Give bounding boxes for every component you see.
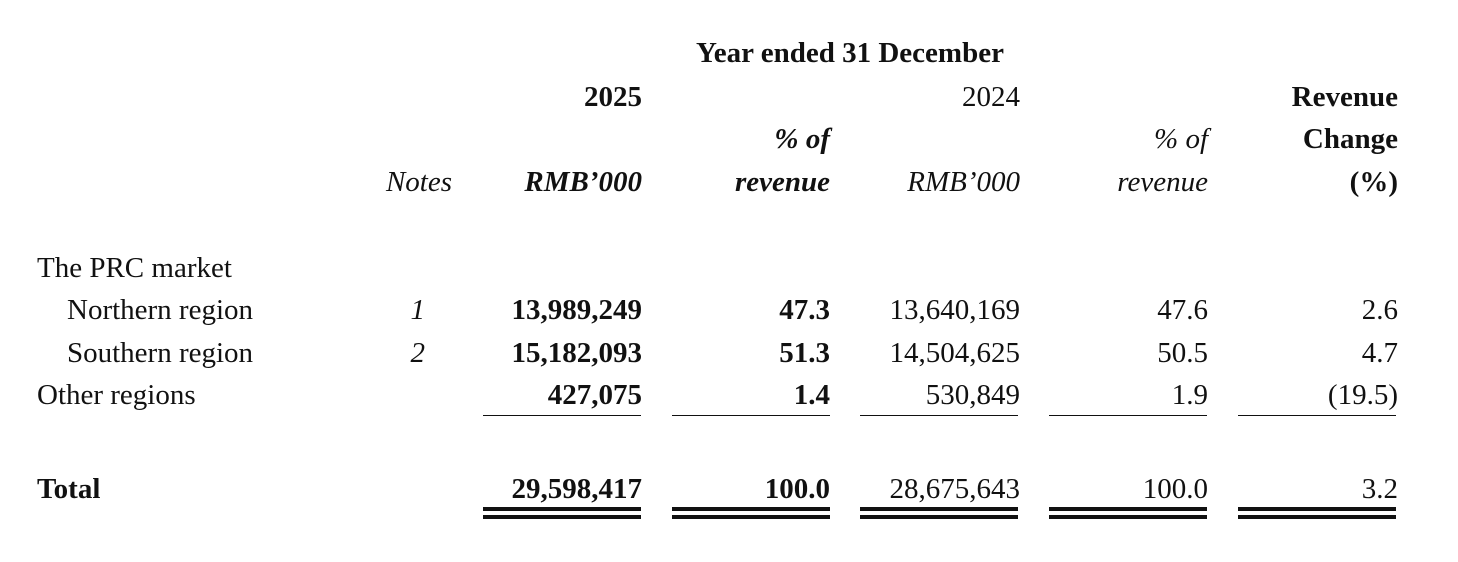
row-label: Other regions (37, 379, 196, 411)
row-pct-2025: 51.3 (779, 337, 830, 369)
year-2024-header: 2024 (962, 81, 1020, 113)
subtotal-rule (1049, 415, 1207, 416)
row-label: Northern region (67, 294, 254, 326)
row-amount-2024: 14,504,625 (889, 337, 1020, 369)
total-double-rule-top (860, 507, 1018, 511)
total-double-rule-bottom (1049, 515, 1207, 519)
change-header-line3: (%) (1349, 166, 1398, 198)
row-pct-2024: 1.9 (1171, 379, 1208, 411)
total-change: 3.2 (1361, 473, 1398, 505)
subtotal-rule (483, 415, 641, 416)
period-header: Year ended 31 December (696, 37, 1004, 69)
row-note: 1 (410, 294, 425, 326)
pct-2024-header-line1: % of (1154, 123, 1208, 155)
row-pct-2024: 50.5 (1157, 337, 1208, 369)
row-pct-2025: 1.4 (793, 379, 830, 411)
change-header-line1: Revenue (1291, 81, 1398, 113)
row-note: 2 (410, 337, 425, 369)
row-pct-2024: 47.6 (1157, 294, 1208, 326)
total-double-rule-top (1238, 507, 1396, 511)
total-double-rule-top (1049, 507, 1207, 511)
total-amount-2025: 29,598,417 (511, 473, 642, 505)
pct-2025-header-line2: revenue (734, 166, 830, 198)
row-change: 4.7 (1361, 337, 1398, 369)
row-change: (19.5) (1327, 379, 1398, 411)
total-double-rule-bottom (483, 515, 641, 519)
total-double-rule-top (672, 507, 830, 511)
row-amount-2025: 427,075 (547, 379, 642, 411)
subtotal-rule (860, 415, 1018, 416)
section-label-prc: The PRC market (37, 252, 232, 284)
row-amount-2024: 13,640,169 (889, 294, 1020, 326)
pct-2024-header-line2: revenue (1117, 166, 1208, 198)
notes-header: Notes (385, 166, 452, 198)
pct-2025-header-line1: % of (774, 123, 830, 155)
row-pct-2025: 47.3 (779, 294, 830, 326)
total-pct-2025: 100.0 (764, 473, 830, 505)
subtotal-rule (672, 415, 830, 416)
change-header-line2: Change (1302, 123, 1398, 155)
total-double-rule-bottom (1238, 515, 1396, 519)
row-amount-2025: 15,182,093 (511, 337, 642, 369)
subtotal-rule (1238, 415, 1396, 416)
year-2025-header: 2025 (584, 81, 642, 113)
row-change: 2.6 (1361, 294, 1398, 326)
currency-2025-header: RMB’000 (524, 166, 642, 198)
total-pct-2024: 100.0 (1142, 473, 1208, 505)
currency-2024-header: RMB’000 (907, 166, 1020, 198)
row-amount-2024: 530,849 (925, 379, 1020, 411)
row-amount-2025: 13,989,249 (511, 294, 642, 326)
total-double-rule-top (483, 507, 641, 511)
total-double-rule-bottom (672, 515, 830, 519)
total-double-rule-bottom (860, 515, 1018, 519)
total-amount-2024: 28,675,643 (889, 473, 1020, 505)
total-label: Total (37, 473, 101, 505)
row-label: Southern region (67, 337, 254, 369)
